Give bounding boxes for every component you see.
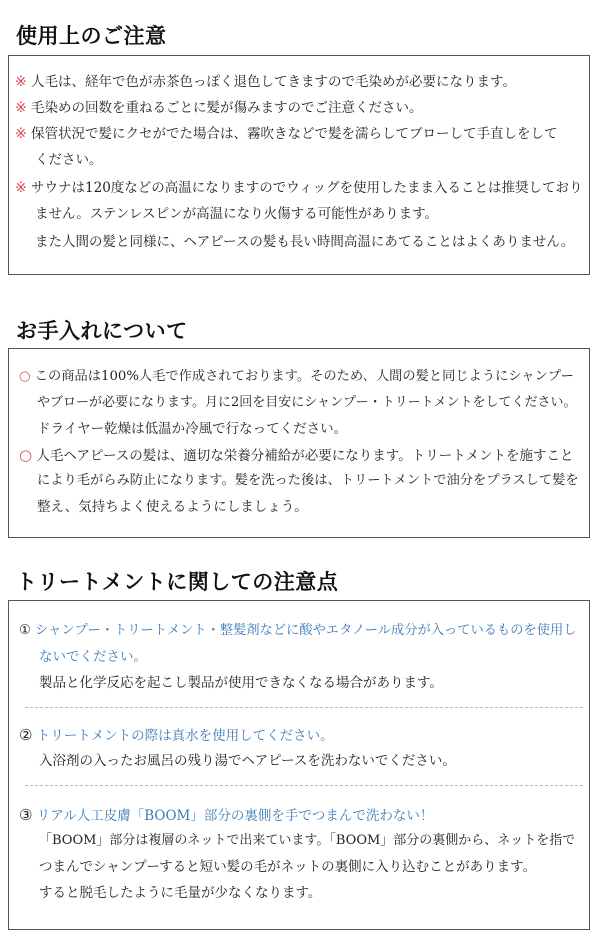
circle-bullet-icon: ○ (19, 446, 33, 464)
section-title-care: お手入れについて (16, 319, 188, 343)
section-title-usage-notes: 使用上のご注意 (16, 24, 167, 48)
list-item: ○ 人毛ヘアピースの髪は、適切な栄養分補給が必要になります。トリートメントを施すこと (19, 446, 574, 464)
list-item-continuation: また人間の髪と同様に、ヘアピースの髪も長い時間高温にあてることはよくありません。 (35, 234, 575, 250)
circle-bullet-icon: ○ (19, 369, 31, 384)
treatment-item-body: すると脱毛したように毛量が少なくなります。 (39, 885, 322, 901)
item-divider (25, 785, 583, 786)
number-two-icon: ② (19, 726, 33, 744)
list-item-continuation: ません。ステンレスピンが高温になり火傷する可能性があります。 (35, 206, 439, 222)
care-box (8, 348, 590, 538)
treatment-item-body: 入浴剤の入ったお風呂の残り湯でヘアピースを洗わないでください。 (39, 753, 456, 769)
list-item: ※ サウナは120度などの高温になりますのでウィッグを使用したまま入ることは推奨しており (15, 180, 583, 196)
list-item: ※ 毛染めの回数を重ねるごとに髪が傷みますのでご注意ください。 (15, 100, 423, 116)
list-item-continuation: ドライヤー乾燥は低温か冷風で行なってください。 (37, 421, 348, 437)
treatment-notes-box (8, 600, 590, 930)
number-three-icon: ③ (19, 806, 33, 824)
list-item: ※ 人毛は、経年で色が赤茶色っぽく退色してきますので毛染めが必要になります。 (15, 74, 516, 90)
treatment-item-body: 製品と化学反応を起こし製品が使用できなくなる場合があります。 (39, 675, 443, 691)
list-item-continuation: やブローが必要になります。月に2回を目安にシャンプー・トリートメントをしてください。 (37, 395, 577, 410)
item-divider (25, 707, 583, 708)
note-mark-icon: ※ (15, 126, 27, 142)
treatment-item-heading: ① シャンプー・トリートメント・整髪剤などに酸やエタノール成分が入っているものを使用し (19, 623, 577, 638)
note-mark-icon: ※ (15, 74, 27, 90)
treatment-item-body: つまんでシャンプーすると短い髪の毛がネットの裏側に入り込むことがあります。 (39, 859, 537, 875)
section-title-treatment-notes: トリートメントに関しての注意点 (16, 570, 339, 594)
number-one-icon: ① (19, 623, 31, 638)
list-item-continuation: 整え、気持ちよく使えるようにしましょう。 (37, 499, 308, 515)
note-mark-icon: ※ (15, 100, 27, 116)
list-item: ※ 保管状況で髪にクセがでた場合は、霧吹きなどで髪を濡らしてブローして手直しをして (15, 126, 558, 142)
usage-notes-box (8, 55, 590, 275)
list-item-continuation: ください。 (35, 152, 103, 168)
treatment-item-heading-continuation: ないでください。 (39, 649, 147, 665)
treatment-item-heading: ② トリートメントの際は真水を使用してください。 (19, 726, 334, 744)
list-item-continuation: により毛がらみ防止になります。髪を洗った後は、トリートメントで油分をプラスして髪を (37, 473, 579, 488)
list-item: ○ この商品は100%人毛で作成されております。そのため、人間の髪と同じようにシャンプー (19, 369, 574, 384)
treatment-item-body: 「BOOM」部分は複層のネットで出来ています。「BOOM」部分の裏側から、ネットを指で (39, 833, 576, 848)
note-mark-icon: ※ (15, 180, 27, 196)
treatment-item-heading: ③ リアル人工皮膚「BOOM」部分の裏側を手でつまんで洗わない！ (19, 806, 434, 824)
